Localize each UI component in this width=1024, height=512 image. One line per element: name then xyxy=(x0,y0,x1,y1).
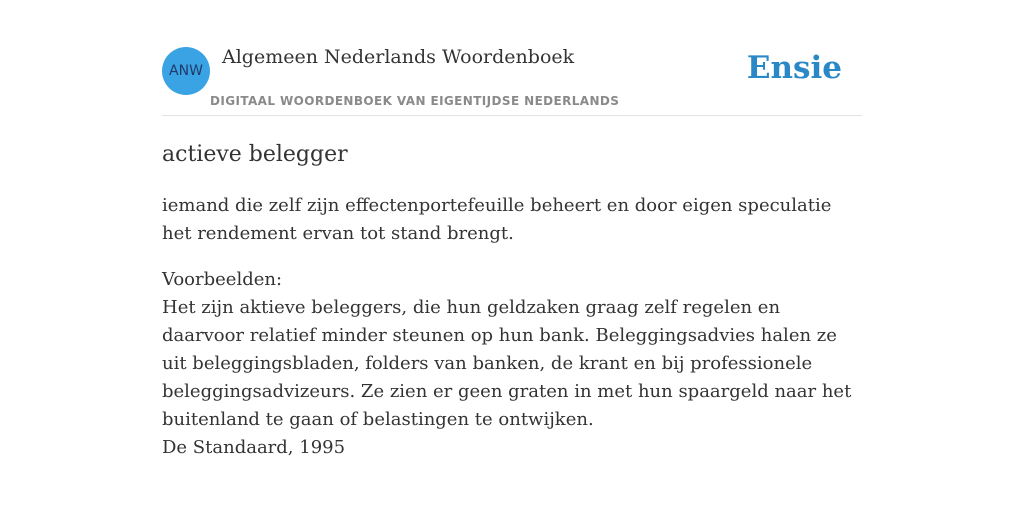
example-source: De Standaard, 1995 xyxy=(162,437,346,458)
site-title[interactable]: Algemeen Nederlands Woordenboek xyxy=(222,46,575,68)
site-subtitle: DIGITAAL WOORDENBOEK VAN EIGENTIJDSE NEDERLANDS xyxy=(210,94,620,108)
examples-label: Voorbeelden: xyxy=(162,269,283,290)
entry-definition: iemand die zelf zijn effectenportefeuille beheert en door eigen speculatie het rendement ervan tot stand brengt. xyxy=(162,195,832,244)
content xyxy=(162,0,862,462)
entry-term: actieve belegger xyxy=(162,142,348,167)
examples-section xyxy=(162,266,862,462)
logo-text: ANW xyxy=(169,63,203,79)
ensie-brand-link[interactable]: Ensie xyxy=(746,50,842,86)
header xyxy=(162,0,862,116)
example-text: Het zijn aktieve beleggers, die hun geldzaken graag zelf regelen en daarvoor relatief minder steunen op hun bank. Beleggingsadvies halen ze uit beleggingsbladen, folders van banken, de krant en bij professionele beleggingsadvizeurs. Ze zien er geen graten in met hun spaargeld naar het buitenland te gaan of belastingen te ontwijken. xyxy=(162,297,852,430)
anw-logo[interactable] xyxy=(162,47,210,95)
